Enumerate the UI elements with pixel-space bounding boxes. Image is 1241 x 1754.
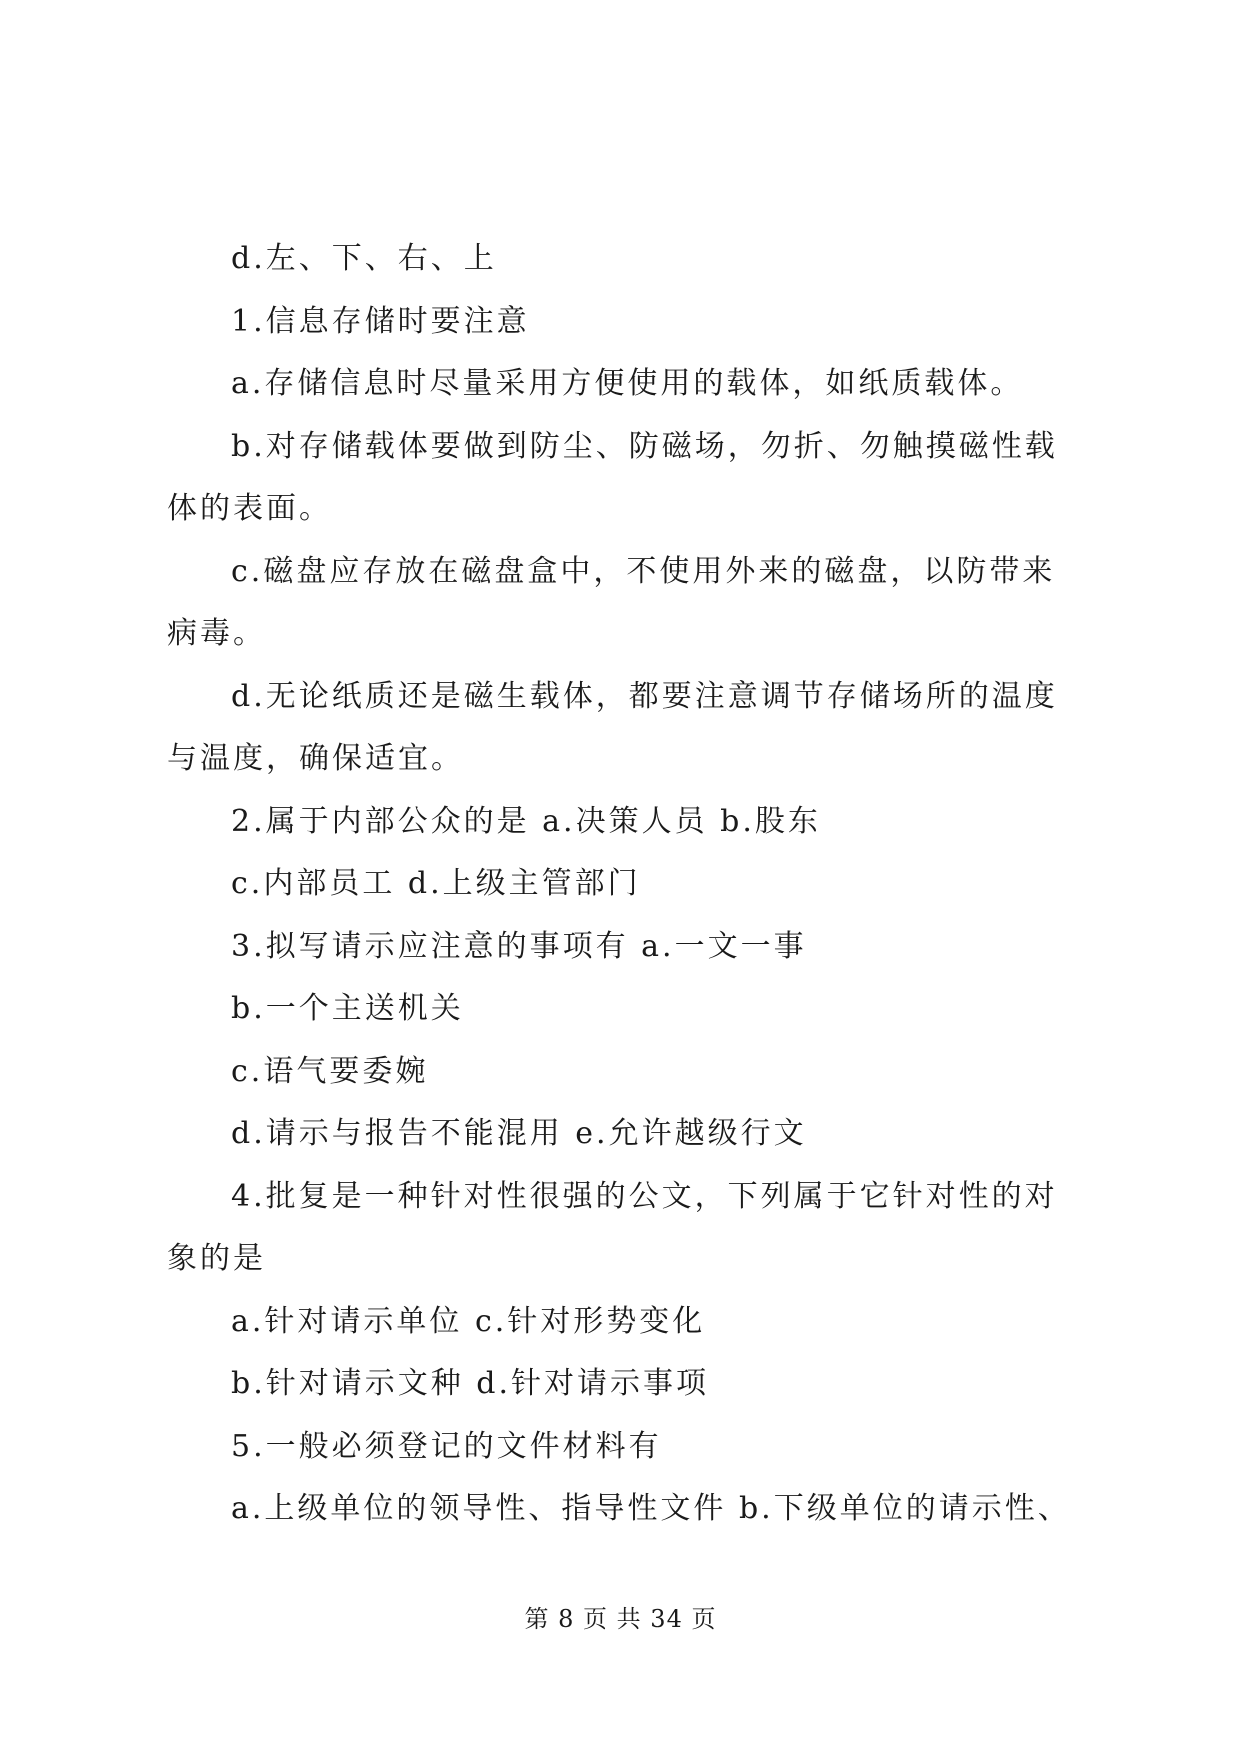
paragraph: 4.批复是一种针对性很强的公文，下列属于它针对性的对象的是 bbox=[167, 1178, 1058, 1276]
paragraph: c.语气要委婉 bbox=[231, 1053, 429, 1089]
paragraph: a.针对请示单位 c.针对形势变化 bbox=[231, 1303, 706, 1339]
paragraph: c.磁盘应存放在磁盘盒中，不使用外来的磁盘，以防带来病毒。 bbox=[167, 553, 1056, 651]
document-body bbox=[167, 228, 1082, 1541]
paragraph: d.请示与报告不能混用 e.允许越级行文 bbox=[231, 1116, 807, 1151]
paragraph: d.无论纸质还是磁生载体，都要注意调节存储场所的温度与温度，确保适宜。 bbox=[167, 678, 1058, 776]
page-number-footer: 第 8 页 共 34 页 bbox=[524, 1605, 717, 1633]
paragraph: 1.信息存储时要注意 bbox=[231, 303, 530, 339]
paragraph: 5.一般必须登记的文件材料有 bbox=[231, 1428, 662, 1464]
paragraph: b.对存储载体要做到防尘、防磁场，勿折、勿触摸磁性载体的表面。 bbox=[167, 428, 1058, 526]
paragraph: 3.拟写请示应注意的事项有 a.一文一事 bbox=[231, 928, 807, 964]
paragraph: 2.属于内部公众的是 a.决策人员 b.股东 bbox=[231, 803, 821, 839]
paragraph: c.内部员工 d.上级主管部门 bbox=[231, 866, 641, 901]
paragraph: d.左、下、右、上 bbox=[231, 241, 497, 276]
paragraph: a.存储信息时尽量采用方便使用的载体，如纸质载体。 bbox=[231, 366, 1024, 401]
paragraph: b.针对请示文种 d.针对请示事项 bbox=[231, 1366, 710, 1401]
paragraph: a.上级单位的领导性、指导性文件 b.下级单位的请示性、 bbox=[231, 1491, 1071, 1526]
paragraph: b.一个主送机关 bbox=[231, 991, 464, 1026]
